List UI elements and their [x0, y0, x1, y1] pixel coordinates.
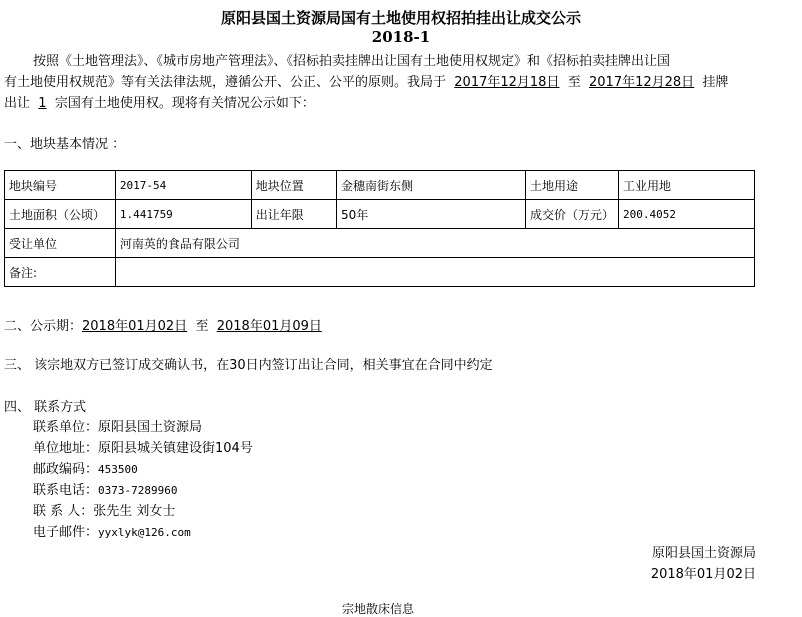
footer-cutoff-text: 宗地散床信息	[342, 602, 415, 616]
publicity-end-date: 2018年01月09日	[216, 319, 322, 334]
intro-text-end: 宗国有土地使用权。现将有关情况公示如下：	[54, 96, 315, 111]
cell-label: 出让年限	[251, 200, 336, 229]
contact-postcode	[33, 458, 138, 477]
listing-start-date: 2017年12月18日	[454, 75, 560, 90]
cell-label: 土地用途	[526, 171, 619, 200]
lease-term: 50年	[337, 200, 526, 229]
table-row	[5, 258, 755, 287]
intro-line-3	[4, 92, 315, 111]
document-number: 2018-1	[371, 28, 431, 46]
land-area: 1.441759	[115, 200, 251, 229]
contact-value: 453500	[98, 463, 138, 476]
intro-line-2	[4, 71, 728, 90]
parcel-info-table	[4, 170, 755, 287]
contact-label: 联 系 人：	[33, 504, 94, 519]
section-1-heading: 一、地块基本情况 ：	[4, 137, 126, 152]
cell-label: 备注:	[5, 258, 116, 287]
publicity-start-date: 2018年01月02日	[82, 319, 188, 334]
parcel-number: 2017-54	[115, 171, 251, 200]
table-row	[5, 200, 755, 229]
contact-label: 邮政编码：	[33, 462, 99, 477]
contact-value: 原阳县城关镇建设街104号	[98, 441, 253, 456]
footer-org: 原阳县国土资源局	[651, 546, 756, 561]
parcel-location: 金穗南街东侧	[337, 171, 526, 200]
publicity-to: 至	[195, 319, 209, 334]
section-2	[4, 315, 322, 334]
transaction-price: 200.4052	[619, 200, 755, 229]
email-link[interactable]: yyxlyk@126.com	[98, 526, 191, 539]
cell-label: 受让单位	[5, 229, 116, 258]
publicity-period-label: 二、公示期：	[4, 319, 83, 334]
intro-line-1: 按照《土地管理法》、《城市房地产管理法》、《招标拍卖挂牌出让国有土地使用权规定》和《招标拍卖挂牌出让国	[33, 54, 671, 69]
land-use: 工业用地	[619, 171, 755, 200]
contact-email	[33, 521, 191, 540]
footer-date: 2018年01月02日	[650, 567, 756, 582]
table-row	[5, 171, 755, 200]
contact-phone	[33, 479, 178, 498]
cell-label: 成交价（万元）	[526, 200, 619, 229]
contact-label: 联系电话：	[33, 483, 99, 498]
section-4-heading: 四、 联系方式	[4, 400, 87, 415]
contact-person	[33, 500, 175, 519]
contact-label: 联系单位：	[33, 420, 99, 435]
contact-value: 0373-7289960	[98, 484, 178, 497]
cell-label: 地块编号	[5, 171, 116, 200]
intro-text-end: 挂牌	[702, 75, 729, 90]
contact-value: 原阳县国土资源局	[98, 420, 203, 435]
intro-text: 出让	[4, 96, 31, 111]
cell-label: 地块位置	[251, 171, 336, 200]
section-3: 三、 该宗地双方已签订成交确认书，在30日内签订出让合同，相关事宜在合同中约定	[4, 358, 493, 373]
contact-label: 电子邮件：	[33, 525, 99, 540]
remarks	[115, 258, 754, 287]
parcel-count: 1	[38, 96, 47, 111]
transferee: 河南英的食品有限公司	[115, 229, 754, 258]
contact-value: 张先生 刘女士	[93, 504, 176, 519]
table-row	[5, 229, 755, 258]
contact-address	[33, 437, 253, 456]
intro-text: 有土地使用权规范》等有关法律法规，遵循公开、公正、公平的原则。我局于	[4, 75, 447, 90]
contact-unit	[33, 416, 202, 435]
cell-label: 土地面积（公顷）	[5, 200, 116, 229]
document-title: 原阳县国土资源局国有土地使用权招拍挂出让成交公示	[220, 9, 581, 27]
contact-label: 单位地址：	[33, 441, 99, 456]
listing-end-date: 2017年12月28日	[589, 75, 695, 90]
intro-to: 至	[567, 75, 581, 90]
